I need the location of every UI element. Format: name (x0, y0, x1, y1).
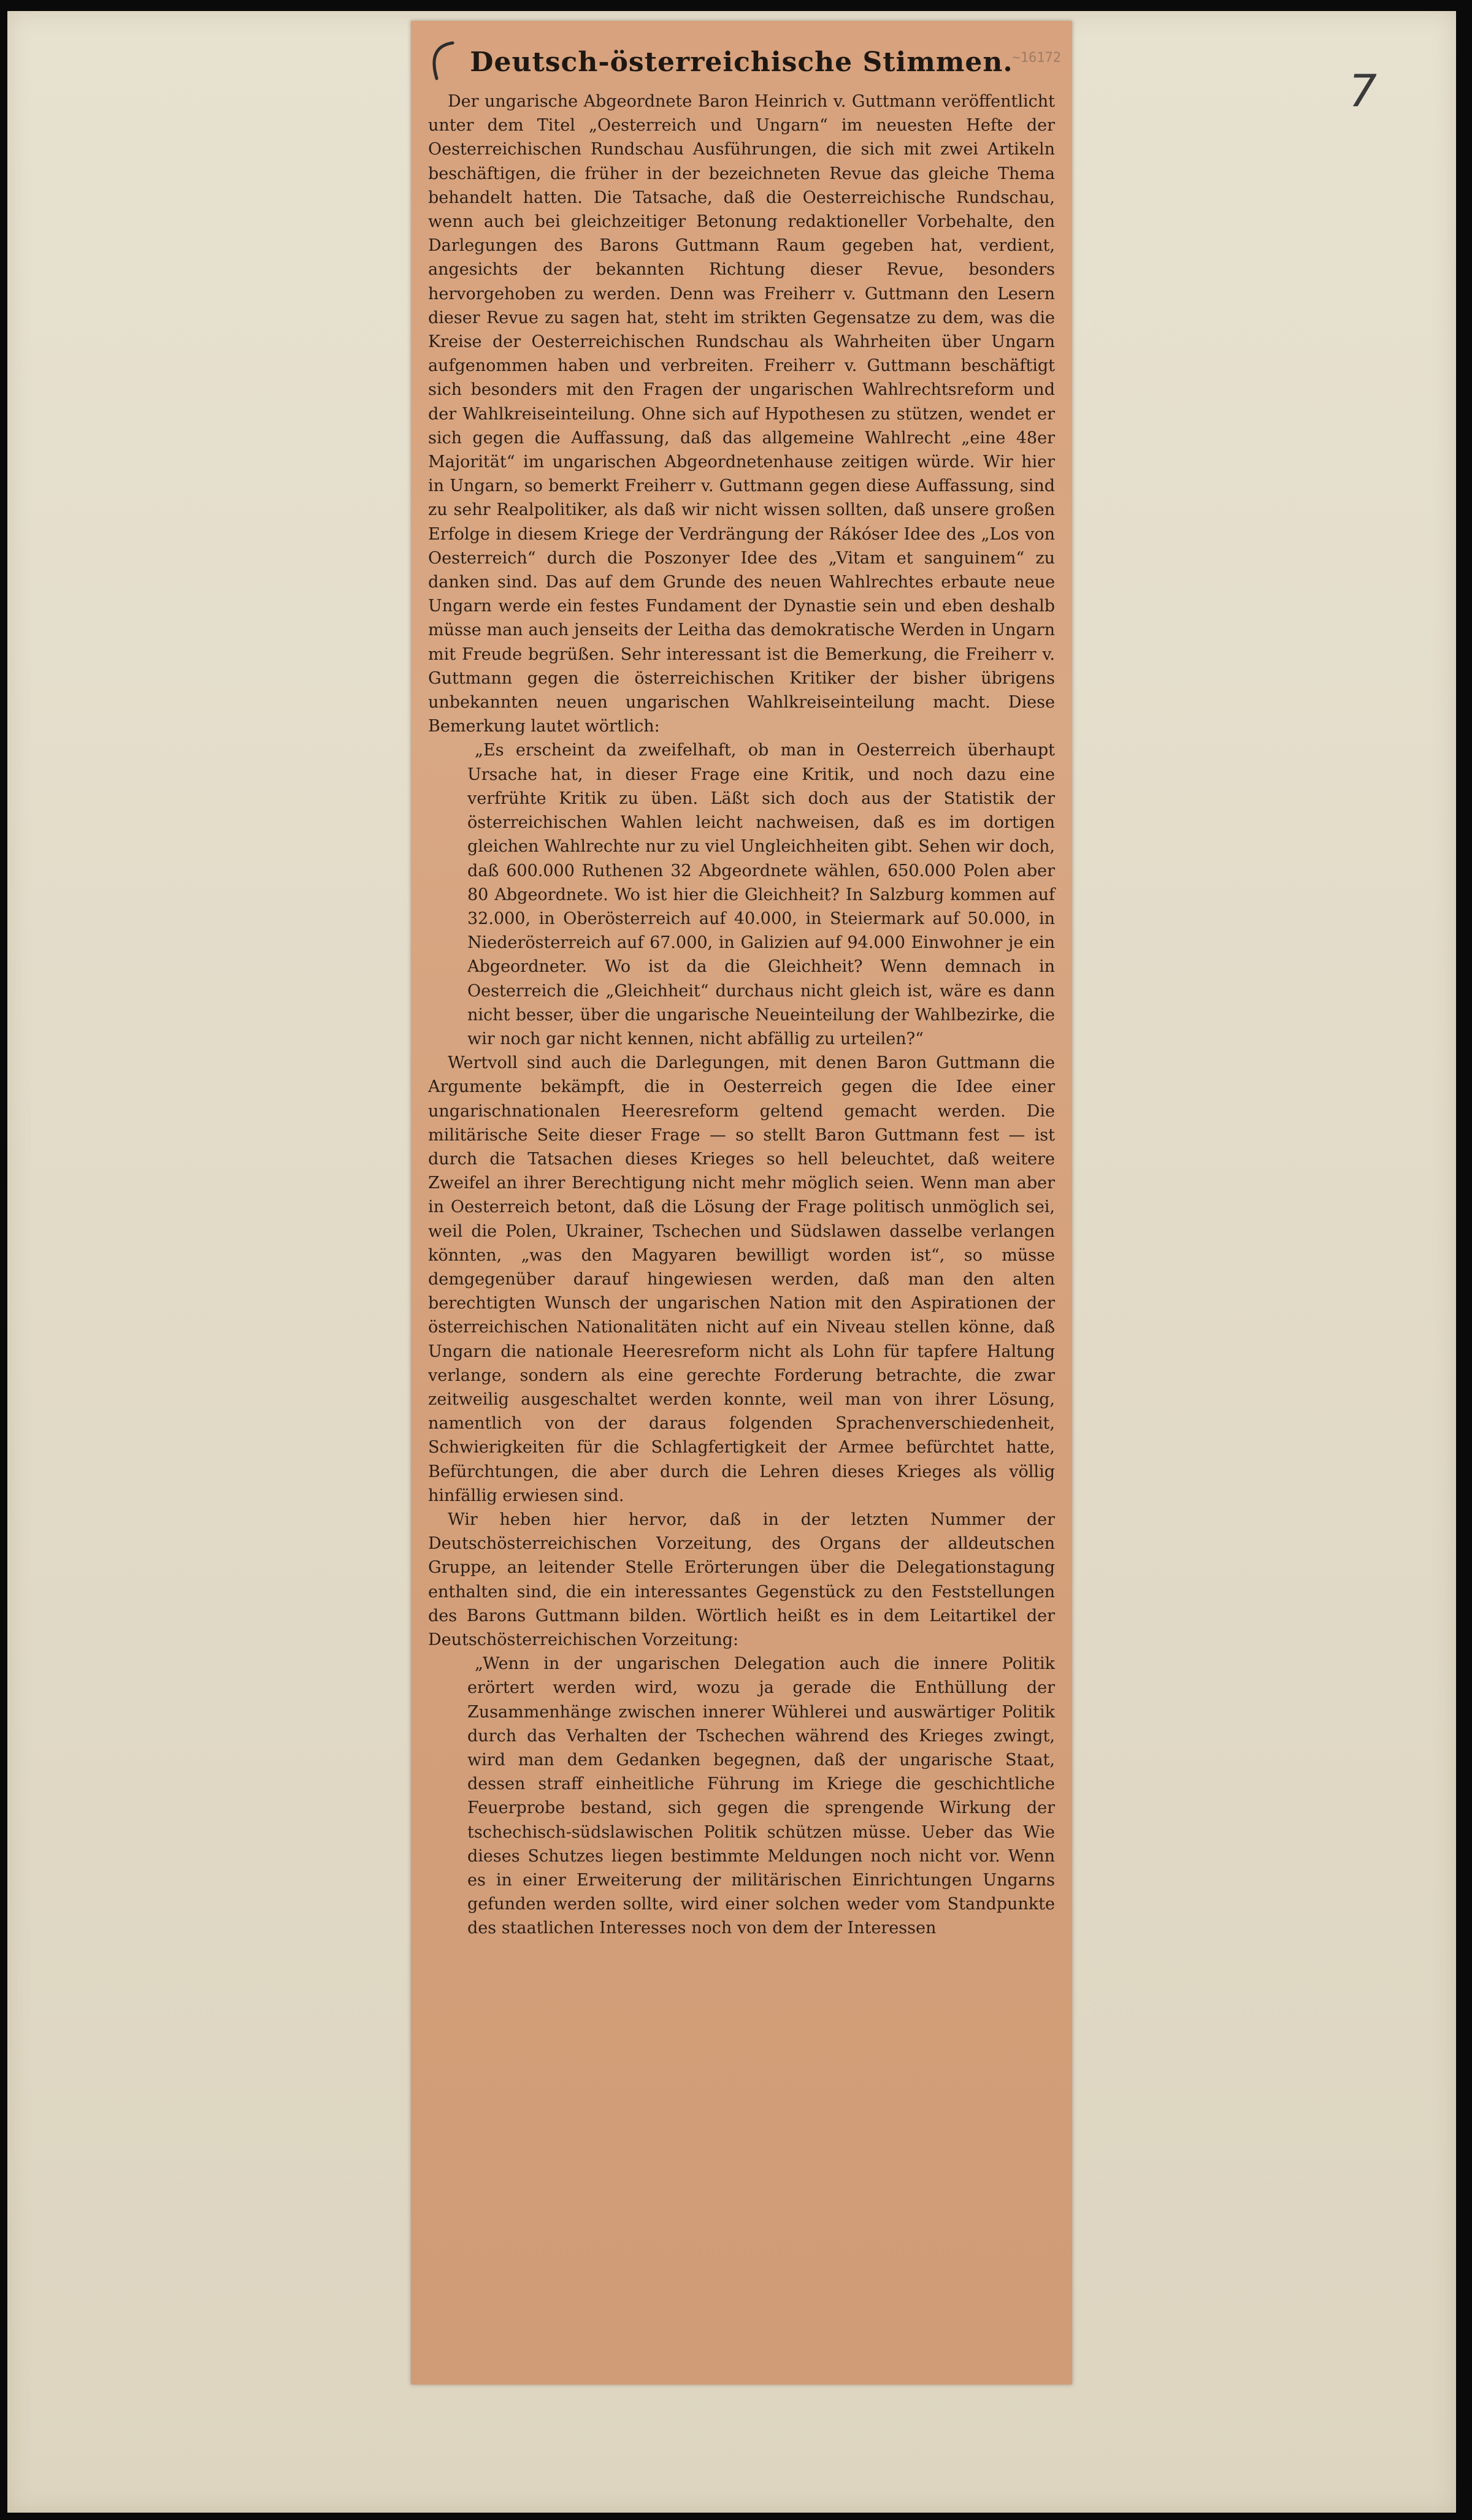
article-title: Deutsch-österreichische Stimmen. (470, 47, 1013, 78)
newspaper-clipping (411, 21, 1072, 2384)
archive-sheet (7, 11, 1456, 2513)
quote-guttmann: „Es erscheint da zweifelhaft, ob man in Oesterreich überhaupt Ursache hat, in dieser Frage eine Kritik, und noch dazu eine verfrühte Kritik zu üben. Läßt sich doch aus der Statistik der österreichischen Wahlen leicht nachweisen, daß es im dortigen gleichen Wahlrechte nur zu viel Ungleichheiten gibt. Sehen wir doch, daß 600.000 Ruthenen 32 Abgeordnete wählen, 650.000 Polen aber 80 Abgeordnete. Wo ist hier die Gleichheit? In Salzburg kommen auf 32.000, in Oberösterreich auf 40.000, in Steiermark auf 50.000, in Niederösterreich auf 67.000, in Galizien auf 94.000 Einwohner je ein Abgeordneter. Wo ist da die Gleichheit? Wenn demnach in Oesterreich die „Gleichheit“ durchaus nicht gleich ist, wäre es dann nicht besser, über die ungarische Neueinteilung der Wahlbezirke, die wir noch gar nicht kennen, nicht abfällig zu urteilen?“ (467, 741, 1055, 1048)
paragraph-intro: Der ungarische Abgeordnete Baron Heinrich v. Guttmann veröffentlicht unter dem Titel „Oesterreich und Ungarn“ im neuesten Hefte der Oesterreichischen Rundschau Ausführungen, die sich mit zwei Artikeln beschäftigen, die früher in der bezeichneten Revue das gleiche Thema behandelt hatten. Die Tatsache, daß die Oesterreichische Rundschau, wenn auch bei gleichzeitiger Betonung redaktioneller Vorbehalte, den Darlegungen des Barons Guttmann Raum gegeben hat, verdient, angesichts der bekannten Richtung dieser Revue, besonders hervorgehoben zu werden. Denn was Freiherr v. Guttmann den Lesern dieser Revue zu sagen hat, steht im strikten Gegensatze zu dem, was die Kreise der Oesterreichischen Rundschau als Wahrheiten über Ungarn aufgenommen haben und verbreiten. Freiherr v. Guttmann beschäftigt sich besonders mit den Fragen der ungarischen Wahlrechtsreform und der Wahlkreiseinteilung. Ohne sich auf Hypothesen zu stützen, wendet er sich gegen die Auffassung, daß das allgemeine Wahlrecht „eine 48er Majorität“ im ungarischen Abgeordnetenhause zeitigen würde. Wir hier in Ungarn, so bemerkt Freiherr v. Guttmann gegen diese Auffassung, sind zu sehr Realpolitiker, als daß wir nicht wissen sollten, daß unsere großen Erfolge in diesem Kriege der Verdrängung der Rákóser Idee des „Los von Oesterreich“ durch die Poszonyer Idee des „Vitam et sanguinem“ zu danken sind. Das auf dem Grunde des neuen Wahlrechtes erbaute neue Ungarn werde ein festes Fundament der Dynastie sein und eben deshalb müsse man auch jenseits der Leitha das demokratische Werden in Ungarn mit Freude begrüßen. Sehr interessant ist die Bemerkung, die Freiherr v. Guttmann gegen die österreichischen Kritiker der bisher übrigens unbekannten neuen ungarischen Wahlkreiseinteilung macht. Diese Bemerkung lautet wörtlich: (428, 92, 1055, 736)
quote-vorzeitung: „Wenn in der ungarischen Delegation auch die innere Politik erörtert werden wird, wozu ja gerade die Enthüllung der Zusammenhänge zwischen innerer Wühlerei und auswärtiger Politik durch das Verhalten der Tschechen während des Krieges zwingt, wird man dem Gedanken begegnen, daß der ungarische Staat, dessen straff einheitliche Führung im Kriege die geschichtliche Feuerprobe bestand, sich gegen die sprengende Wirkung der tschechisch-südslawischen Politik schützen müsse. Ueber das Wie dieses Schutzes liegen bestimmte Meldungen noch nicht vor. Wenn es in einer Erweiterung der militärischen Einrichtungen Ungarns gefunden werden sollte, wird einer solchen weder vom Standpunkte des staatlichen Interesses noch von dem der Interessen (467, 1654, 1055, 1938)
pencil-mark-icon (423, 39, 460, 82)
paragraph-vorzeitung: Wir heben hier hervor, daß in der letzten Nummer der Deutschösterreichischen Vorzeitung, des Organs der alldeutschen Gruppe, an leitender Stelle Erörterungen über die Delegationstagung enthalten sind, die ein interessantes Gegenstück zu den Feststellungen des Barons Guttmann bilden. Wörtlich heißt es in dem Leitartikel der Deutschösterreichischen Vorzeitung: (428, 1510, 1055, 1649)
archive-stamp: ~16172 (1012, 50, 1061, 66)
page-number: 7 (1349, 65, 1377, 116)
article-body (411, 90, 1072, 1941)
paragraph-heeresreform: Wertvoll sind auch die Darlegungen, mit denen Baron Guttmann die Argumente bekämpft, die in Oesterreich gegen die Idee einer ungarischnationalen Heeresreform geltend gemacht werden. Die militärische Seite dieser Frage — so stellt Baron Guttmann fest — ist durch die Tatsachen dieses Krieges so hell beleuchtet, daß weitere Zweifel an ihrer Berechtigung nicht mehr möglich seien. Wenn man aber in Oesterreich betont, daß die Lösung der Frage politisch unmöglich sei, weil die Polen, Ukrainer, Tschechen und Südslawen dasselbe verlangen könnten, „was den Magyaren bewilligt worden ist“, so müsse demgegenüber darauf hingewiesen werden, daß man den alten berechtigten Wunsch der ungarischen Nation mit den Aspirationen der österreichischen Nationalitäten nicht auf ein Niveau stellen könne, daß Ungarn die nationale Heeresreform nicht als Lohn für tapfere Haltung verlange, sondern als eine gerechte Forderung betrachte, die zwar zeitweilig ausgeschaltet werden konnte, weil man von ihrer Lösung, namentlich von der daraus folgenden Sprachenverschiedenheit, Schwierigkeiten für die Schlagfertigkeit der Armee befürchtet hatte, Befürchtungen, die aber durch die Lehren dieses Krieges als völlig hinfällig erwiesen sind. (428, 1053, 1055, 1505)
